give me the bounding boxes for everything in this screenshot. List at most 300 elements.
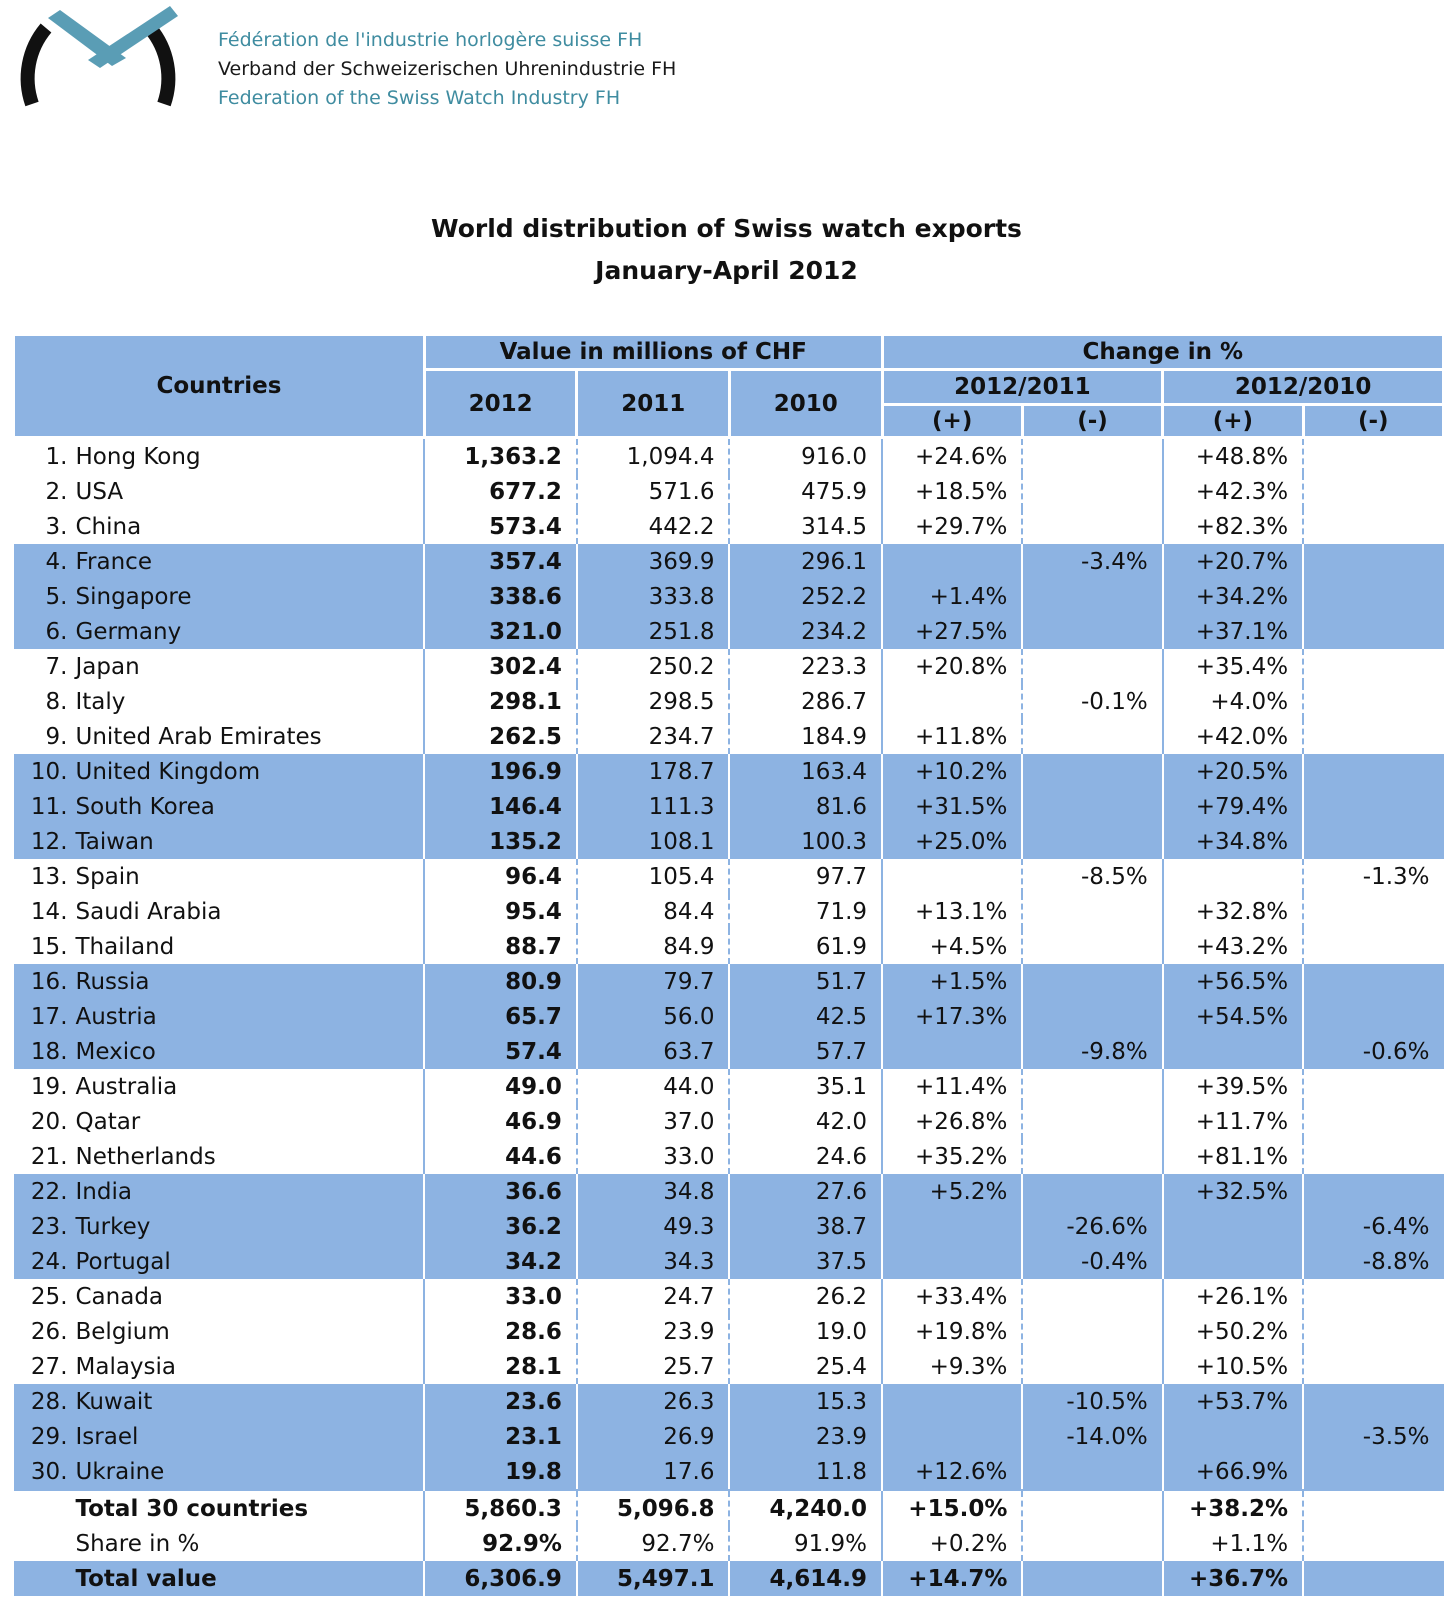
cell-v2012: 34.2 (424, 1244, 577, 1279)
country-cell (14, 1384, 425, 1419)
country-name: China (75, 513, 142, 540)
cell-p10 (1163, 1244, 1303, 1279)
country-name: Saudi Arabia (75, 898, 222, 925)
cell-p11: +19.8% (882, 1314, 1022, 1349)
rank: 9. (45, 723, 68, 750)
cell-m10 (1303, 1069, 1443, 1104)
cell-v2010: 100.3 (729, 824, 882, 859)
cell-p10: +39.5% (1163, 1069, 1303, 1104)
cell-m11 (1022, 438, 1162, 475)
cell-v2010: 71.9 (729, 894, 882, 929)
cell-v2011: 108.1 (577, 824, 730, 859)
cell-v2012: 33.0 (424, 1279, 577, 1314)
country-cell (14, 1349, 425, 1384)
country-name: Qatar (75, 1108, 141, 1135)
cell-m10 (1303, 1104, 1443, 1139)
table-row (14, 964, 1444, 999)
totals-cell-m11 (1022, 1526, 1162, 1561)
country-cell (14, 1279, 425, 1314)
cell-v2010: 296.1 (729, 544, 882, 579)
table-row (14, 999, 1444, 1034)
totals-cell-v2012: 6,306.9 (424, 1561, 577, 1596)
cell-m10: -1.3% (1362, 863, 1430, 890)
cell-v2012: 80.9 (424, 964, 577, 999)
cell-v2011: 63.7 (577, 1034, 730, 1069)
cell-p10: +56.5% (1163, 964, 1303, 999)
country-cell (14, 964, 425, 999)
rank: 13. (30, 863, 68, 890)
totals-label: Share in % (14, 1526, 425, 1561)
totals-cell-v2010: 4,614.9 (729, 1561, 882, 1596)
header-year-2010: 2010 (729, 370, 882, 438)
cell-v2010: 475.9 (729, 474, 882, 509)
country-cell (14, 1034, 425, 1069)
cell-m10 (1303, 719, 1443, 754)
rank: 23. (30, 1213, 68, 1240)
cell-m10 (1303, 579, 1443, 614)
table-row (14, 544, 1444, 579)
totals-cell-p10: +1.1% (1163, 1526, 1303, 1561)
cell-p11: +4.5% (882, 929, 1022, 964)
cell-m10: -6.4% (1303, 1209, 1443, 1244)
org-name-fr: Fédération de l'industrie horlogère suisse FH (218, 29, 643, 51)
document-title (0, 208, 1453, 292)
cell-m11 (1022, 789, 1162, 824)
country-name: Kuwait (75, 1388, 153, 1415)
rank: 2. (45, 478, 68, 505)
cell-p11: +27.5% (882, 614, 1022, 649)
rank: 29. (30, 1423, 68, 1450)
country-cell (14, 614, 425, 649)
cell-v2011: 34.8 (577, 1174, 730, 1209)
table-row (14, 1104, 1444, 1139)
org-name-en: Federation of the Swiss Watch Industry FH (218, 87, 621, 109)
totals-cell-v2010: 91.9% (729, 1526, 882, 1561)
cell-v2012: 262.5 (424, 719, 577, 754)
cell-m10 (1303, 544, 1443, 579)
country-cell (14, 1139, 425, 1174)
table-totals (14, 1490, 1444, 1596)
cell-p11 (882, 1419, 1022, 1454)
country-name: Taiwan (75, 828, 154, 855)
table-row (14, 1314, 1444, 1349)
country-cell (14, 859, 425, 894)
header-year-2012: 2012 (424, 370, 577, 438)
cell-p10 (1163, 859, 1303, 894)
cell-m10 (1303, 684, 1443, 719)
cell-p11: +1.5% (882, 964, 1022, 999)
cell-m11 (1022, 1069, 1162, 1104)
org-name-de: Verband der Schweizerischen Uhrenindustrie FH (218, 58, 677, 80)
cell-v2011: 333.8 (577, 579, 730, 614)
table-row (14, 1069, 1444, 1104)
cell-p11 (882, 859, 1022, 894)
cell-m10 (1303, 649, 1443, 684)
cell-v2010: 223.3 (729, 649, 882, 684)
table-row (14, 719, 1444, 754)
cell-p10: +54.5% (1163, 999, 1303, 1034)
cell-v2012: 49.0 (424, 1069, 577, 1104)
rank: 15. (30, 933, 68, 960)
table-row (14, 859, 1444, 894)
cell-v2012: 44.6 (424, 1139, 577, 1174)
country-cell (14, 509, 425, 544)
title-line-1: World distribution of Swiss watch exports (431, 214, 1022, 243)
rank: 24. (30, 1248, 68, 1275)
cell-m11 (1022, 1174, 1162, 1209)
cell-v2011: 44.0 (577, 1069, 730, 1104)
cell-v2010: 26.2 (729, 1279, 882, 1314)
totals-cell-p10: +36.7% (1163, 1561, 1303, 1596)
table-row (14, 684, 1444, 719)
rank: 21. (30, 1143, 68, 1170)
country-cell (14, 684, 425, 719)
cell-v2010: 234.2 (729, 614, 882, 649)
cell-p10: +11.7% (1163, 1104, 1303, 1139)
cell-m10 (1303, 1454, 1443, 1490)
totals-row (14, 1490, 1444, 1526)
totals-cell-v2010: 4,240.0 (729, 1490, 882, 1526)
country-name: India (75, 1178, 132, 1205)
country-cell (14, 894, 425, 929)
cell-p11: +29.7% (882, 509, 1022, 544)
cell-p11: +24.6% (882, 438, 1022, 475)
table-body (14, 438, 1444, 1491)
totals-cell-p11: +15.0% (882, 1490, 1022, 1526)
cell-m10 (1303, 789, 1443, 824)
cell-m10 (1303, 1349, 1443, 1384)
cell-p10: +26.1% (1163, 1279, 1303, 1314)
rank: 3. (45, 513, 68, 540)
cell-m11: -9.8% (1022, 1034, 1162, 1069)
cell-p10: +81.1% (1163, 1139, 1303, 1174)
cell-v2011: 37.0 (577, 1104, 730, 1139)
cell-v2012: 36.6 (424, 1174, 577, 1209)
table-row (14, 1034, 1444, 1069)
table-row (14, 1279, 1444, 1314)
cell-m10 (1303, 438, 1443, 475)
cell-p11 (882, 1209, 1022, 1244)
rank: 1. (45, 443, 68, 470)
table-row (14, 1244, 1444, 1279)
country-cell (14, 1419, 425, 1454)
cell-m11 (1022, 754, 1162, 789)
country-name: USA (75, 478, 124, 505)
country-name: Netherlands (75, 1143, 216, 1170)
cell-v2012: 357.4 (424, 544, 577, 579)
cell-v2011: 24.7 (577, 1279, 730, 1314)
country-name: Spain (75, 863, 140, 890)
country-cell (14, 544, 425, 579)
cell-v2011: 442.2 (577, 509, 730, 544)
header-year-2011: 2011 (577, 370, 730, 438)
cell-p10: +48.8% (1163, 438, 1303, 475)
country-cell (14, 929, 425, 964)
country-name: Japan (75, 653, 140, 680)
cell-v2010: 184.9 (729, 719, 882, 754)
cell-p11: +5.2% (882, 1174, 1022, 1209)
cell-v2010: 51.7 (729, 964, 882, 999)
cell-v2011: 234.7 (577, 719, 730, 754)
header-period-2012-2011: 2012/2011 (882, 370, 1163, 405)
table-row (14, 1349, 1444, 1384)
country-name: United Kingdom (75, 758, 261, 785)
cell-m11 (1022, 474, 1162, 509)
totals-cell-m10 (1303, 1490, 1443, 1526)
table-row (14, 1209, 1444, 1244)
cell-v2012: 1,363.2 (424, 438, 577, 475)
cell-v2011: 84.4 (577, 894, 730, 929)
cell-v2010: 42.0 (729, 1104, 882, 1139)
cell-p11 (882, 684, 1022, 719)
country-cell (14, 1209, 425, 1244)
table-row (14, 894, 1444, 929)
cell-v2012: 57.4 (424, 1034, 577, 1069)
cell-p11: +17.3% (882, 999, 1022, 1034)
cell-p11: +20.8% (882, 649, 1022, 684)
country-name: Canada (75, 1283, 164, 1310)
rank: 5. (45, 583, 68, 610)
country-name: Hong Kong (75, 443, 201, 470)
cell-p10: +34.8% (1163, 824, 1303, 859)
cell-v2011: 49.3 (577, 1209, 730, 1244)
totals-cell-m10 (1303, 1561, 1443, 1596)
cell-m10 (1303, 824, 1443, 859)
cell-v2011: 178.7 (577, 754, 730, 789)
cell-p10: +32.5% (1163, 1174, 1303, 1209)
cell-m11: -0.1% (1022, 684, 1162, 719)
cell-p10 (1163, 1209, 1303, 1244)
header-countries: Countries (14, 335, 425, 438)
cell-v2010: 252.2 (729, 579, 882, 614)
cell-v2011: 250.2 (577, 649, 730, 684)
cell-p11 (882, 1384, 1022, 1419)
rank: 14. (30, 898, 68, 925)
totals-row (14, 1561, 1444, 1596)
table-row (14, 1454, 1444, 1490)
cell-v2010: 286.7 (729, 684, 882, 719)
country-cell (14, 1174, 425, 1209)
cell-m11 (1022, 579, 1162, 614)
cell-m10 (1303, 894, 1443, 929)
country-cell (14, 719, 425, 754)
rank: 28. (30, 1388, 68, 1415)
totals-cell-v2012: 92.9% (424, 1526, 577, 1561)
cell-v2012: 146.4 (424, 789, 577, 824)
country-name: Austria (75, 1003, 157, 1030)
country-name: Portugal (75, 1248, 171, 1275)
rank: 18. (30, 1038, 68, 1065)
totals-label: Total 30 countries (14, 1490, 425, 1526)
totals-cell-p10: +38.2% (1163, 1490, 1303, 1526)
title-line-2: January-April 2012 (595, 256, 858, 285)
cell-v2010: 57.7 (729, 1034, 882, 1069)
cell-v2011: 56.0 (577, 999, 730, 1034)
cell-v2010: 61.9 (729, 929, 882, 964)
cell-v2012: 46.9 (424, 1104, 577, 1139)
cell-m10 (1303, 1314, 1443, 1349)
cell-m11 (1022, 1349, 1162, 1384)
table-row (14, 1139, 1444, 1174)
cell-m11 (1022, 649, 1162, 684)
cell-v2011: 23.9 (577, 1314, 730, 1349)
cell-v2011: 298.5 (577, 684, 730, 719)
cell-m11: -3.4% (1022, 544, 1162, 579)
cell-m10: -0.6% (1303, 1034, 1443, 1069)
cell-v2012: 19.8 (424, 1454, 577, 1490)
cell-m10: -3.5% (1303, 1419, 1443, 1454)
country-name: United Arab Emirates (75, 723, 322, 750)
table-row (14, 1174, 1444, 1209)
cell-p10: +42.3% (1163, 474, 1303, 509)
cell-p10: +20.5% (1163, 754, 1303, 789)
cell-v2010: 24.6 (729, 1139, 882, 1174)
cell-v2012: 677.2 (424, 474, 577, 509)
table-row (14, 824, 1444, 859)
cell-m10 (1303, 1279, 1443, 1314)
rank: 12. (30, 828, 68, 855)
country-name: Israel (75, 1423, 139, 1450)
country-cell (14, 1314, 425, 1349)
cell-p11: +25.0% (882, 824, 1022, 859)
cell-v2010: 23.9 (729, 1419, 882, 1454)
cell-m11 (1022, 719, 1162, 754)
cell-v2010: 97.7 (729, 859, 882, 894)
cell-v2012: 338.6 (424, 579, 577, 614)
country-name: Thailand (75, 933, 175, 960)
rank: 22. (30, 1178, 68, 1205)
country-cell (14, 1244, 425, 1279)
cell-m11: -14.0% (1022, 1419, 1162, 1454)
cell-p10: +34.2% (1163, 579, 1303, 614)
rank: 7. (45, 653, 68, 680)
cell-p10: +20.7% (1163, 544, 1303, 579)
header-minus-2010: (-) (1303, 405, 1443, 438)
totals-cell-m10 (1303, 1526, 1443, 1561)
cell-p10: +10.5% (1163, 1349, 1303, 1384)
totals-cell-m11 (1022, 1561, 1162, 1596)
cell-p10: +4.0% (1163, 684, 1303, 719)
cell-p10: +43.2% (1163, 929, 1303, 964)
country-name: Ukraine (75, 1458, 165, 1485)
cell-m11 (1022, 1314, 1162, 1349)
country-cell (14, 754, 425, 789)
cell-v2012: 65.7 (424, 999, 577, 1034)
table-header (14, 335, 1444, 438)
cell-m11: -10.5% (1022, 1384, 1162, 1419)
rank: 17. (30, 1003, 68, 1030)
header-change: Change in % (882, 335, 1443, 370)
cell-v2010: 19.0 (729, 1314, 882, 1349)
cell-p11: +9.3% (882, 1349, 1022, 1384)
cell-m11 (1022, 1139, 1162, 1174)
header-plus-2010: (+) (1163, 405, 1303, 438)
cell-m11 (1022, 1454, 1162, 1490)
rank: 26. (30, 1318, 68, 1345)
cell-v2012: 298.1 (424, 684, 577, 719)
country-name: Malaysia (75, 1353, 177, 1380)
cell-p10: +53.7% (1163, 1384, 1303, 1419)
cell-m10 (1303, 509, 1443, 544)
cell-v2011: 26.9 (577, 1419, 730, 1454)
rank: 4. (45, 548, 68, 575)
cell-m10: -8.8% (1303, 1244, 1443, 1279)
cell-v2010: 11.8 (729, 1454, 882, 1490)
rank: 11. (30, 793, 68, 820)
exports-table (12, 333, 1445, 1596)
cell-m10 (1303, 614, 1443, 649)
cell-v2011: 25.7 (577, 1349, 730, 1384)
cell-v2011: 79.7 (577, 964, 730, 999)
table-row (14, 754, 1444, 789)
cell-m11 (1022, 964, 1162, 999)
cell-m10 (1303, 964, 1443, 999)
cell-m10 (1303, 1139, 1443, 1174)
cell-m10 (1303, 754, 1443, 789)
cell-m10 (1303, 929, 1443, 964)
table-row (14, 1419, 1444, 1454)
table-row (14, 509, 1444, 544)
cell-v2011: 1,094.4 (577, 438, 730, 475)
totals-cell-m11 (1022, 1490, 1162, 1526)
cell-v2012: 321.0 (424, 614, 577, 649)
cell-p11: +13.1% (882, 894, 1022, 929)
header-minus-2011: (-) (1022, 405, 1162, 438)
country-name: Belgium (75, 1318, 170, 1345)
cell-v2010: 42.5 (729, 999, 882, 1034)
country-cell (14, 649, 425, 684)
cell-p10: +82.3% (1163, 509, 1303, 544)
cell-v2012: 95.4 (424, 894, 577, 929)
cell-v2011: 17.6 (577, 1454, 730, 1490)
country-cell (14, 1069, 425, 1104)
cell-p10: +79.4% (1163, 789, 1303, 824)
cell-v2012: 135.2 (424, 824, 577, 859)
totals-cell-v2011: 5,497.1 (577, 1561, 730, 1596)
cell-m11 (1022, 999, 1162, 1034)
cell-v2010: 15.3 (729, 1384, 882, 1419)
cell-m11 (1022, 1104, 1162, 1139)
totals-cell-v2011: 5,096.8 (577, 1490, 730, 1526)
cell-m11: -8.5% (1022, 859, 1162, 894)
cell-v2010: 27.6 (729, 1174, 882, 1209)
cell-p10 (1163, 1034, 1303, 1069)
cell-v2012: 23.6 (424, 1384, 577, 1419)
cell-m11: -0.4% (1022, 1244, 1162, 1279)
country-name: Australia (75, 1073, 178, 1100)
country-cell (14, 1454, 425, 1490)
cell-p11: +18.5% (882, 474, 1022, 509)
rank: 27. (30, 1353, 68, 1380)
country-name: Germany (75, 618, 182, 645)
table-row (14, 929, 1444, 964)
cell-m11 (1022, 509, 1162, 544)
header-period-2012-2010: 2012/2010 (1163, 370, 1444, 405)
cell-v2010: 916.0 (729, 438, 882, 475)
cell-v2011: 105.4 (577, 859, 730, 894)
totals-label: Total value (14, 1561, 425, 1596)
cell-p11: +33.4% (882, 1279, 1022, 1314)
cell-p11: +1.4% (882, 579, 1022, 614)
cell-v2011: 33.0 (577, 1139, 730, 1174)
cell-p11: +11.4% (882, 1069, 1022, 1104)
rank: 30. (30, 1458, 68, 1485)
cell-v2010: 314.5 (729, 509, 882, 544)
cell-v2010: 37.5 (729, 1244, 882, 1279)
country-cell (14, 824, 425, 859)
rank: 10. (30, 758, 68, 785)
cell-m10 (1303, 474, 1443, 509)
